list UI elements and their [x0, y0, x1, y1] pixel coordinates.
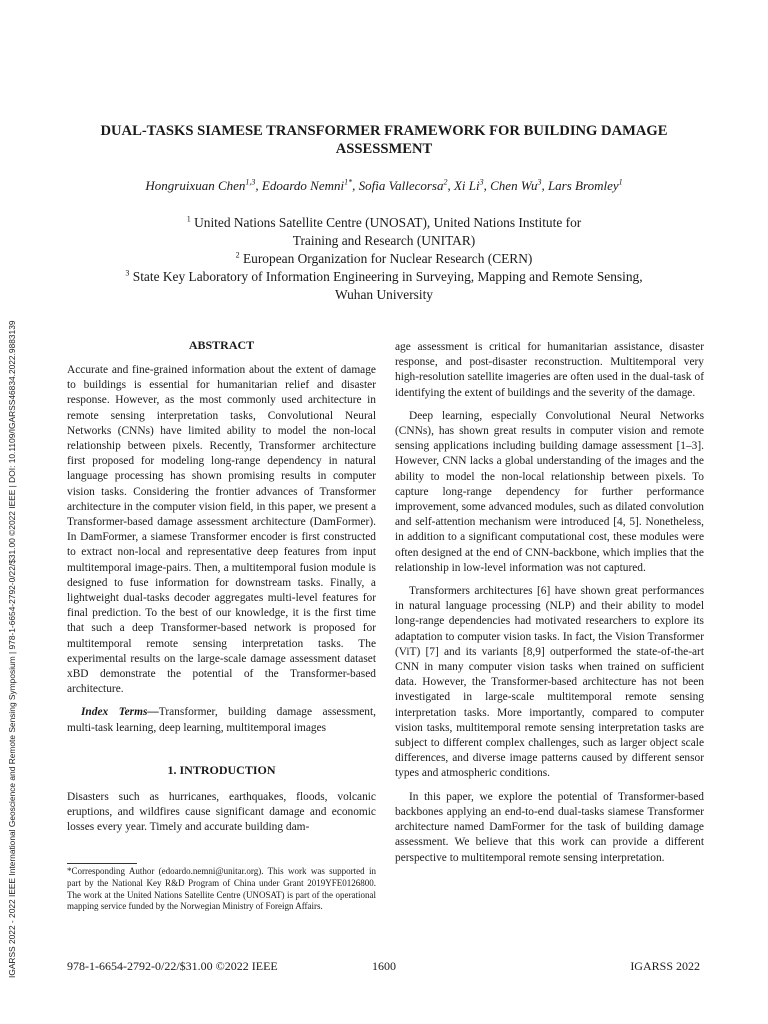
index-terms [67, 705, 376, 735]
affiliation-3: $^3$ State Key Laboratory of Information Engineering in Surveying, Mapping and Remote Sensing, [125, 268, 643, 284]
affiliation-1-cont: Training and Research (UNITAR) [292, 233, 476, 248]
intro-paragraph-1-cont: age assessment is critical for humanitarian assistance, disaster response, and post-disaster reconstruction. Multitemporal very high-resolution satellite imageries are often used in the dual-task of identifying the extent of buildings and the severity of the damage. [395, 341, 704, 399]
paper-title: DUAL-TASKS SIAMESE TRANSFORMER FRAMEWORK FOR BUILDING DAMAGE ASSESSMENT [100, 123, 668, 157]
index-terms-body: Transformer, building damage assessment, multi-task learning, deep learning, multitemporal images [67, 706, 376, 734]
abstract-heading: ABSTRACT [188, 338, 255, 352]
intro-paragraph-3: Transformers architectures [6] have shown great performances in natural language processing (NLP) and their ability to model long-range dependencies had motivated researchers to explore its adaptation to computer vision tasks. In fact, the Vision Transformer (ViT) [7] and its variants [8,9] outperformed the state-of-the-art CNN in many computer vision tasks when trained on sufficient data. However, the Transformer-based architecture has not been investigated in large-scale multitemporal remote sensing interpretation tasks. More importantly, compared to computer vision tasks, multitemporal remote sensing interpretation tasks are subject to different complex challenges, such as larger object scale differences, and diverse image patterns caused by different sensor types and atmospheric conditions. [395, 585, 704, 780]
affiliation-3-cont: Wuhan University [334, 287, 433, 302]
side-copyright-note [4, 218, 24, 978]
index-terms-label: Index Terms— [81, 706, 159, 719]
affiliation-2: $^2$ European Organization for Nuclear Research (CERN) [235, 250, 533, 266]
author-list: Hongruixuan Chen$^{1,3}$, Edoardo Nemni$^{1*}$, Sofia Vallecorsa$^2$, Xi Li$^3$, Chen Wu$^3$, Lars Bromley$^1$ [145, 177, 623, 193]
page-number: 1600 [372, 959, 396, 973]
intro-paragraph-1: Disasters such as hurricanes, earthquakes, floods, volcanic eruptions, and wildfires cause significant damage and economic losses every year. Timely and accurate building dam- [67, 790, 376, 834]
author: Lars Bromley$^1$ [547, 177, 623, 193]
right-column [395, 340, 704, 866]
author: Edoardo Nemni$^{1*}$ [261, 177, 353, 193]
abstract-body: Accurate and fine-grained information about the extent of damage to buildings is essential for humanitarian relief and disaster response. However, as the most commonly used architecture in remote sensing interpretation tasks, Convolutional Neural Networks (CNNs) have limited ability to model the non-local relationship between pixels. Recently, Transformer architecture first proposed for modeling long-range dependency in natural language processing has shown promising results in computer vision tasks. Considering the frontier advances of Transformer architecture in the computer vision field, in this paper, we present a Transformer-based damage assessment architecture (DamFormer). In DamFormer, a siamese Transformer encoder is first constructed to extract non-local and representative deep features from input multitemporal image-pairs. Then, a multitemporal fusion module is designed to fuse information for downstream tasks. Finally, a lightweight dual-tasks decoder aggregates multi-level features for final prediction. To the best of our knowledge, it is the first time that such a deep Transformer-based network is proposed for multitemporal remote sensing interpretation tasks. The experimental results on the large-scale damage assessment dataset xBD demonstrate the potential of the Transformer-based architecture. [67, 364, 376, 696]
footer-conference: IGARSS 2022 [630, 959, 700, 973]
intro-paragraph-2: Deep learning, especially Convolutional Neural Networks (CNNs), has shown great results in computer vision and remote sensing applications including building damage assessment [1–3]. However, CNN lacks a global understanding of the images and the ability to model the non-local relationship between pixels. To capture long-range dependency for further performance improvement, some advanced modules, such as dilated convolution and self-attention mechanism were introduced [4, 5]. Nonetheless, in addition to a significant computational cost, these modules were often designed at the end of CNN-backbone, which implies that the relationship in low-level information was not captured. [395, 409, 704, 574]
footer-copyright: 978-1-6654-2792-0/22/$31.00 ©2022 IEEE [67, 959, 278, 973]
author: Xi Li$^3$ [453, 177, 484, 193]
author: Chen Wu$^3$ [490, 177, 542, 193]
introduction-heading: 1. INTRODUCTION [167, 762, 276, 777]
intro-paragraph-4: In this paper, we explore the potential of Transformer-based backbones applying an end-to-end dual-tasks siamese Transformer architecture named DamFormer for the task of building damage assessment. We believe that this work can provide a different perspective to multitemporal remote sensing interpretation. [395, 790, 704, 864]
footnote: *Corresponding Author (edoardo.nemni@unitar.org). This work was supported in part by the National Key R&D Program of China under Grant 2019YFE0126800. The work at the United Nations Satellite Centre (UNOSAT) is part of the operational mapping service funded by the Norwegian Ministry of Foreign Affairs. [67, 866, 376, 912]
affiliation-1: $^1$ United Nations Satellite Centre (UNOSAT), United Nations Institute for [186, 214, 582, 230]
footnote-rule [67, 863, 137, 864]
author: Sofia Vallecorsa$^2$ [358, 177, 448, 193]
affiliations [60, 214, 708, 304]
side-copyright-text: IGARSS 2022 - 2022 IEEE International Geoscience and Remote Sensing Symposium | 978-1-6654-2792-0/22/$31.00 ©2022 IEEE | DOI: 10.1109/IGARSS46834.2022.9883139 [7, 320, 17, 978]
author: Hongruixuan Chen$^{1,3}$ [145, 177, 256, 193]
left-column [67, 337, 376, 835]
